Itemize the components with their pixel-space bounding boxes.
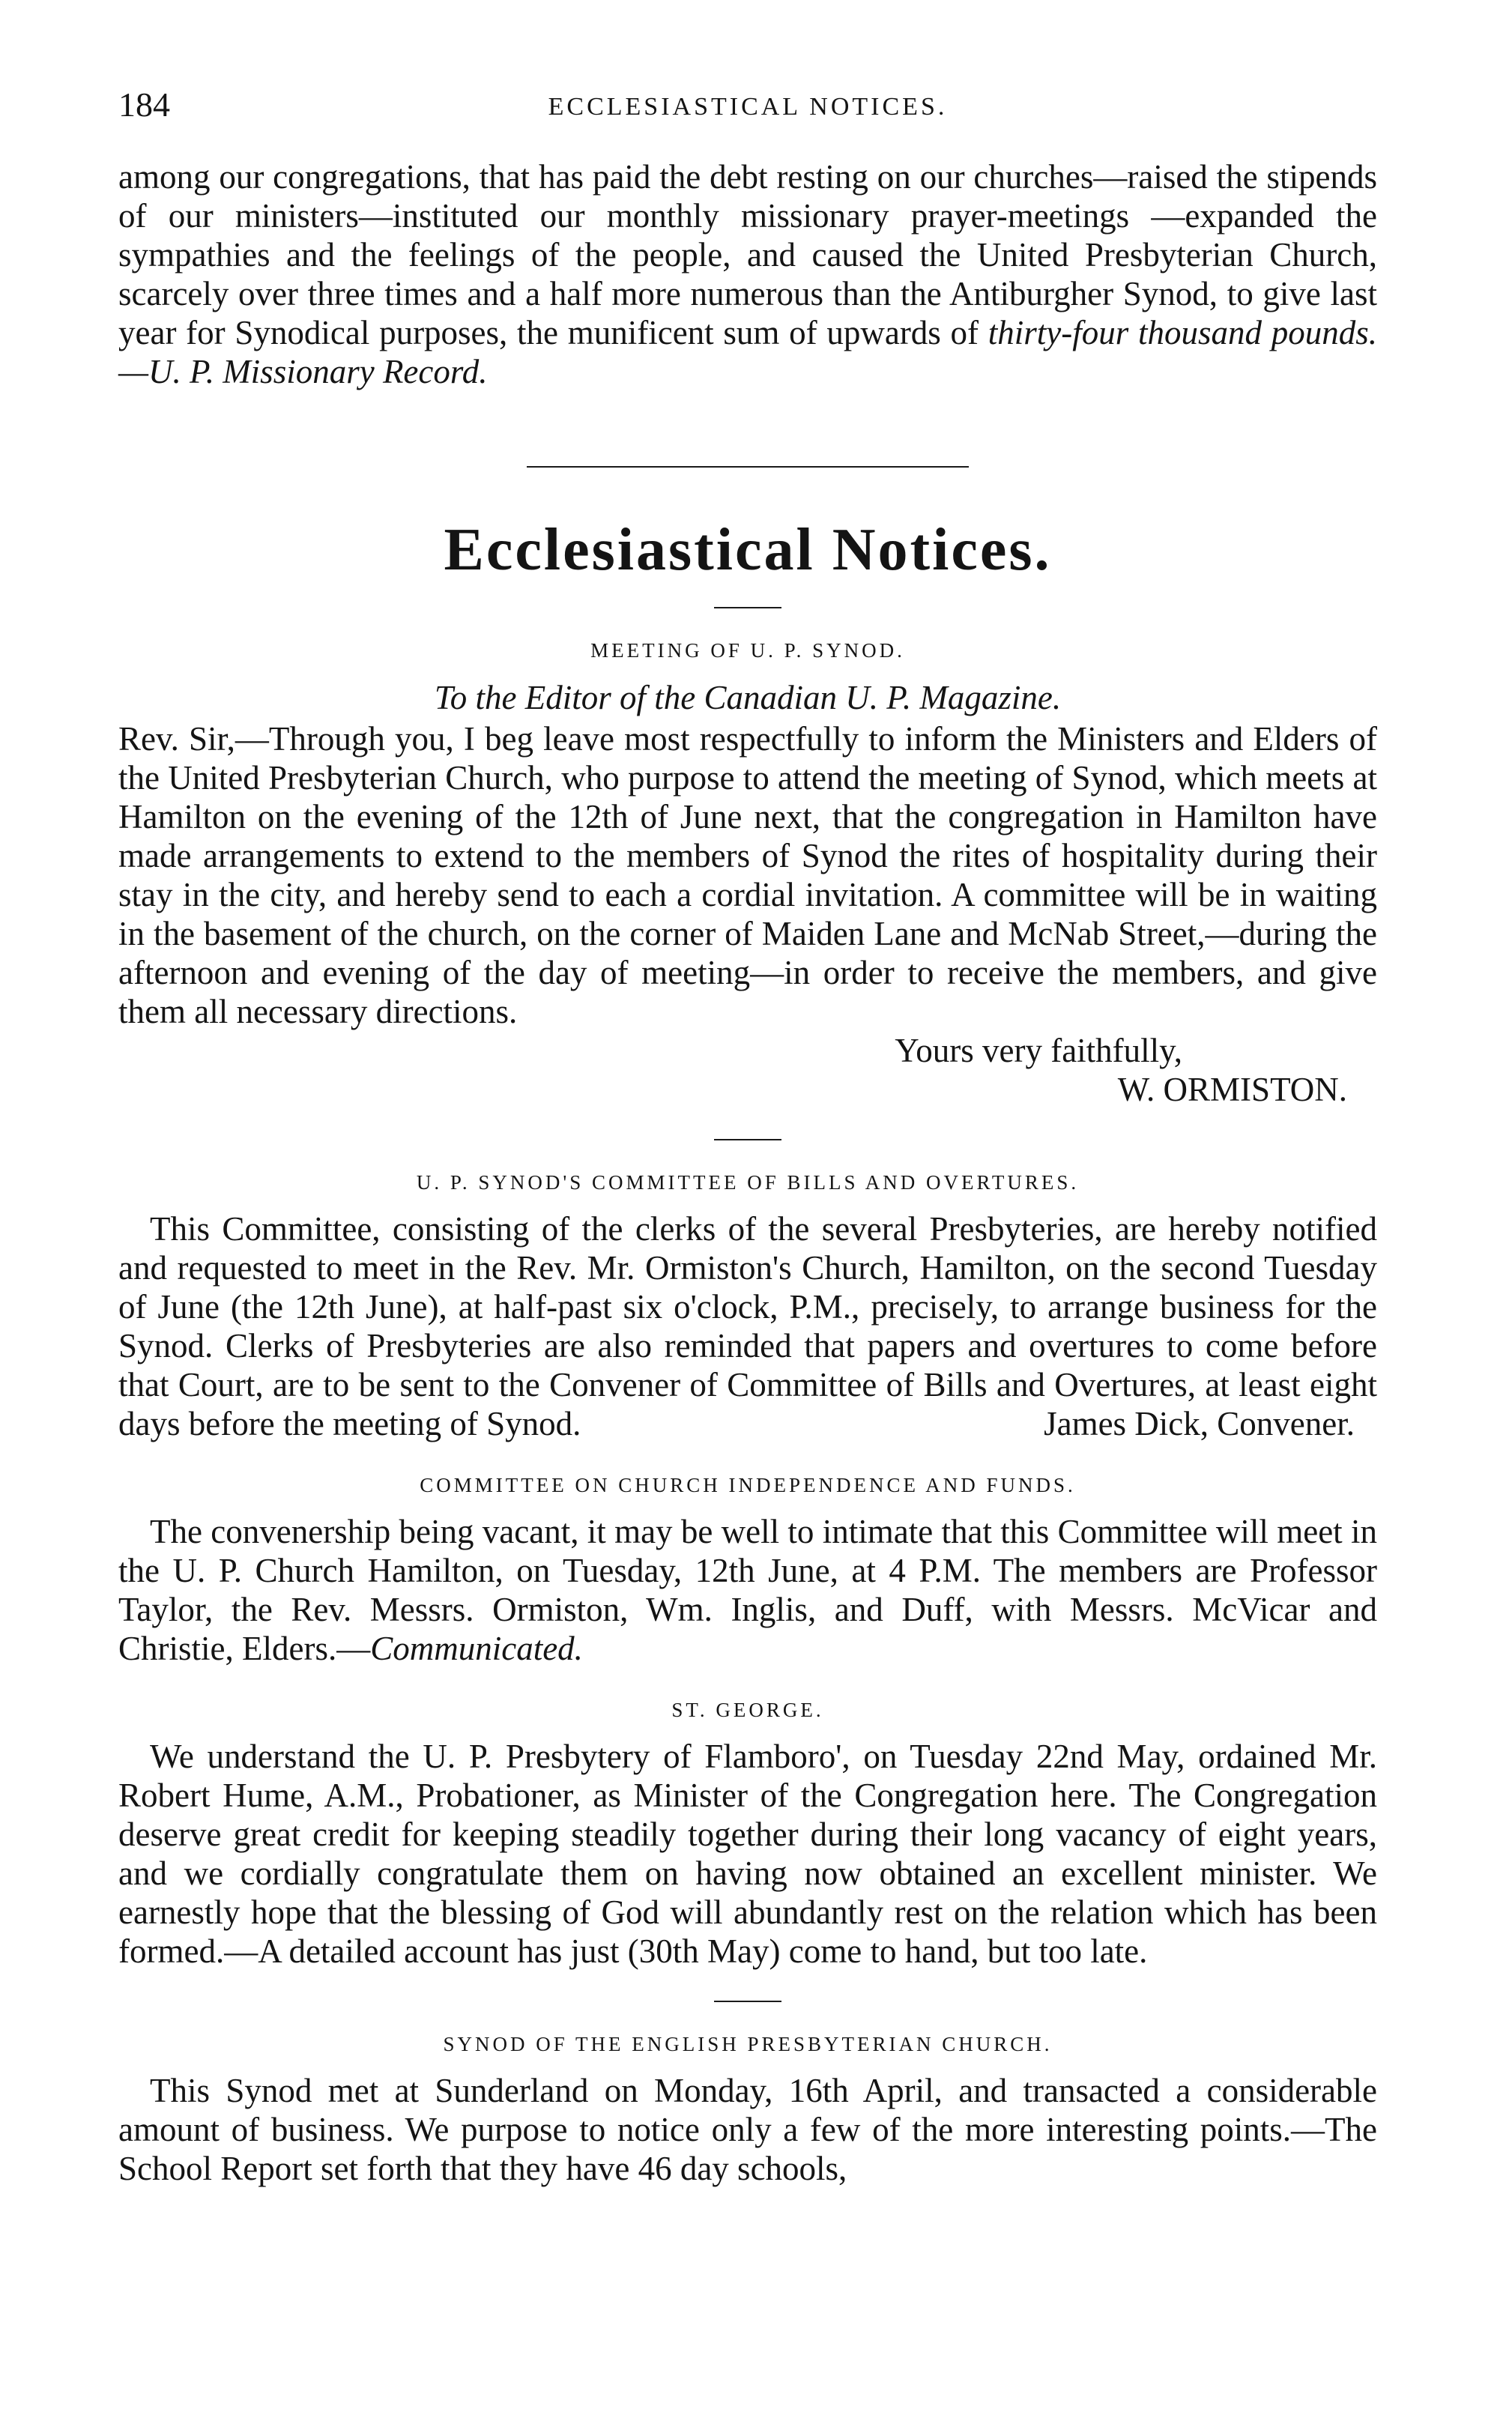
- notice-body: We understand the U. P. Presbytery of Flamboro', on Tuesday 22nd May, ordained Mr. Robert Hume, A.M., Probationer, as Minister of the Congregation here. The Congregation deserve great credit for keeping steadily together during their long vacancy of eight years, and we cordially congratulate them on having now obtained an excellent minister. We earnestly hope that the blessing of God will abundantly rest on the relation which has been formed.—A detailed account has just (30th May) come to hand, but too late.: [118, 1738, 1377, 1970]
- letter-closing: Yours very faithfully,: [895, 1032, 1182, 1069]
- section-title: ST. GEORGE.: [671, 1699, 824, 1721]
- intro-text: among our congregations, that has paid the debt resting on our churches—raised the stipends of our ministers—instituted our monthly missionary prayer-meetings —expanded the sympathies and the feelings of the people, and caused the United Presbyterian Church, scarcely over three times and a half more numerous than the Antiburgher Synod, to give last year for Synodical purposes, the munificent sum of upwards of: [118, 158, 1377, 351]
- letter-addressee: To the Editor of the Canadian U. P. Magazine.: [434, 679, 1062, 716]
- section-title: MEETING OF U. P. SYNOD.: [590, 639, 905, 662]
- section-title: U. P. SYNOD'S COMMITTEE OF BILLS AND OVERTURES.: [416, 1171, 1080, 1194]
- intro-citation: thirty-four thousand pounds.—U. P. Missionary Record.: [118, 314, 1378, 390]
- notice-text: The convenership being vacant, it may be well to intimate that this Committee will meet in the U. P. Church Hamilton, on Tuesday, 12th June, at 4 P.M. The members are Professor Taylor, the Rev. Messrs. Ormiston, Wm. Inglis, and Duff, with Messrs. McVicar and Christie, Elders.—: [118, 1513, 1377, 1667]
- letter-signature: W. ORMISTON.: [1117, 1071, 1347, 1108]
- short-divider: [714, 1139, 781, 1140]
- notice-synod-meeting: [118, 635, 1377, 1140]
- notice-independence-committee: [118, 1470, 1377, 1668]
- notice-english-synod: [118, 2029, 1377, 2188]
- short-divider: [714, 2001, 781, 2002]
- notice-body: This Synod met at Sunderland on Monday, 16th April, and transacted a considerable amount of business. We purpose to notice only a few of the more interesting points.—The School Report set forth that they have 46 day schools,: [118, 2072, 1377, 2187]
- notice-attribution: Communicated.: [370, 1630, 583, 1667]
- notice-st-george: [118, 1695, 1377, 2002]
- notice-bills-committee: [118, 1167, 1377, 1443]
- section-title: COMMITTEE ON CHURCH INDEPENDENCE AND FUNDS.: [420, 1474, 1076, 1496]
- page: [118, 82, 1377, 2188]
- page-number: 184: [118, 85, 170, 124]
- running-title: ECCLESIASTICAL NOTICES.: [548, 93, 948, 121]
- notice-signoff: James Dick, Convener.: [1044, 1405, 1355, 1442]
- letter-body: Rev. Sir,—Through you, I beg leave most respectfully to inform the Ministers and Elders of the United Presbyterian Church, who purpose to attend the meeting of Synod, which meets at Hamilton on the evening of the 12th of June next, that the congregation in Hamilton have made arrangements to extend to the members of Synod the rites of hospitality during their stay in the city, and hereby send to each a cordial invitation. A committee will be in waiting in the basement of the church, on the corner of Maiden Lane and McNab Street,—during the afternoon and evening of the day of meeting—in order to receive the members, and give them all necessary directions.: [118, 720, 1377, 1030]
- notice-body: This Committee, consisting of the clerks of the several Presbyteries, are hereby notified and requested to meet in the Rev. Mr. Ormiston's Church, Hamilton, on the second Tuesday of June (the 12th June), at half-past six o'clock, P.M., precisely, to arrange business for the Synod. Clerks of Presbyteries are also reminded that papers and overtures to come before that Court, are to be sent to the Convener of Committee of Bills and Overtures, at least eight days before the meeting of Synod.: [118, 1210, 1377, 1442]
- running-head: [118, 82, 1377, 135]
- short-divider: [714, 607, 781, 608]
- notice-body: [118, 1512, 1377, 1668]
- masthead-title: Ecclesiastical Notices.: [444, 517, 1052, 583]
- intro-paragraph: [118, 157, 1377, 391]
- section-divider: [527, 466, 969, 468]
- section-title: SYNOD OF THE ENGLISH PRESBYTERIAN CHURCH.: [443, 2033, 1053, 2055]
